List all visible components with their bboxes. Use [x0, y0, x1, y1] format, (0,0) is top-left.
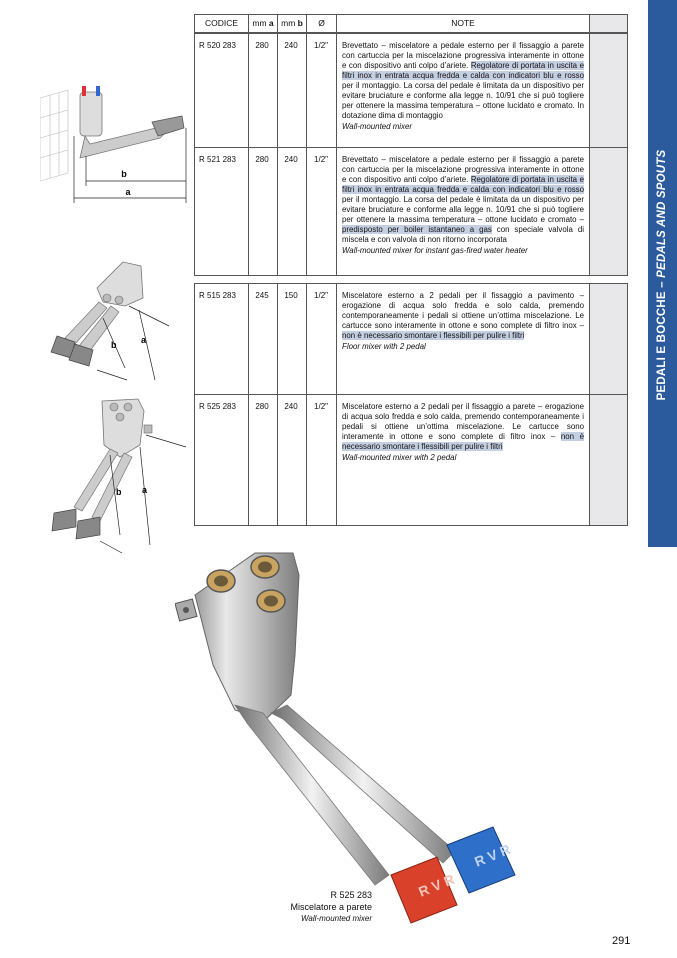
row-note: Brevettato – miscelatore a pedale esterno per il fissaggio a parete con cartuccia per la miscelazione progressiva interamente in ottone e con dispositivo anti colpo d’ariete. Regolatore di portata in uscita e filtri inox in entrata acqua fredda e calda con indicatori blu e rosso per il montaggio. La corsa del pedale è limitata da un dispositivo per evitare bruciature e conforme alla legge n. 10/91 che si può togliere per ottenere la massima temperatura – ottone lucidato e cromato. In dotazione dima di montaggio Wall-mounted mixer [342, 41, 584, 131]
mixer-body [102, 399, 144, 457]
table-block-wall [194, 33, 628, 276]
row-code: R 520 283 [199, 41, 236, 50]
row-mm-a: 280 [255, 402, 269, 411]
dim-a-label: a [125, 187, 131, 197]
dim-b-label: b [121, 169, 127, 179]
page-number: 291 [612, 935, 631, 947]
table-row [195, 147, 627, 277]
wall-mixer-diagram [40, 78, 190, 208]
caption-english: Wall-mounted mixer [301, 914, 372, 923]
row-mm-b: 240 [284, 41, 298, 50]
row-mm-a: 280 [255, 41, 269, 50]
pedal-left [52, 509, 76, 531]
pedal-plate [152, 116, 184, 136]
row-note: Miscelatore esterno a 2 pedali per il fissaggio a parete – erogazione di acqua solo fredda e solo calda, premendo contemporaneamente i pedali si ottiene un’ottima miscelazione. Le cartucce sono interamente in ottone e sono complete di filtro inox – non è necessario smontare i flessibili per pulire i filtri Wall-mounted mixer with 2 pedal [342, 402, 584, 462]
photo-caption [260, 889, 372, 925]
row-diameter: 1/2" [314, 402, 328, 411]
table-row [195, 34, 627, 147]
header-note: NOTE [337, 15, 590, 32]
mixer-body [80, 92, 102, 136]
table-row [195, 284, 627, 394]
table-header [194, 14, 628, 33]
row-diameter: 1/2" [314, 155, 328, 164]
caption-name: Miscelatore a parete [290, 902, 372, 912]
row-code: R 521 283 [199, 155, 236, 164]
svg-text:R V R: R V R [472, 840, 513, 870]
svg-text:R V R: R V R [416, 870, 457, 900]
row-code: R 525 283 [199, 402, 236, 411]
row-mm-a: 245 [255, 291, 269, 300]
dim-b-label: b [111, 340, 117, 350]
wall-2pedal-diagram [40, 395, 190, 560]
header-code: CODICE [195, 15, 249, 32]
header-diameter: Ø [307, 15, 337, 32]
row-diameter: 1/2" [314, 41, 328, 50]
floor-mixer-diagram [45, 258, 195, 388]
header-mm-b: mm b [278, 15, 307, 32]
row-mm-a: 280 [255, 155, 269, 164]
caption-code: R 525 283 [330, 890, 372, 900]
dim-a-label: a [141, 335, 147, 345]
row-note: Miscelatore esterno a 2 pedali per il fissaggio a pavimento – erogazione di acqua solo fredda e solo calda, premendo contemporaneamente i pedali si ottiene un’ottima miscelazione. Le cartucce sono interamente in ottone e sono complete di filtro inox – non è necessario smontare i flessibili per pulire i filtri Floor mixer with 2 pedal [342, 291, 584, 351]
row-note: Brevettato – miscelatore a pedale esterno per il fissaggio a parete con cartuccia per la miscelazione progressiva interamente in ottone e con dispositivo anti colpo d’ariete. Regolatore di portata in uscita e filtri inox in entrata acqua fredda e calda con indicatori blu e rosso per il montaggio. La corsa del pedale è limitata da un dispositivo per evitare bruciature e conforme alla legge n. 10/91 che si può togliere per ottenere la massima temperatura – ottone lucidato e cromato – predisposto per boiler istantaneo a gas con speciale valvola di miscela e con valvola di non ritorno incorporata Wall-mounted mixer for instant gas-fired water heater [342, 155, 584, 255]
row-mm-b: 240 [284, 155, 298, 164]
pedal-right [76, 517, 100, 539]
header-extra [590, 15, 627, 32]
header-mm-a: mm a [249, 15, 278, 32]
table-block-pedals [194, 283, 628, 526]
row-code: R 515 283 [199, 291, 236, 300]
dim-a-label: a [142, 485, 148, 495]
dim-b-label: b [116, 487, 122, 497]
row-mm-b: 150 [284, 291, 298, 300]
row-diameter: 1/2" [314, 291, 328, 300]
section-title: PEDALI E BOCCHE – PEDALS AND SPOUTS [656, 149, 668, 401]
table-row [195, 394, 627, 527]
row-mm-b: 240 [284, 402, 298, 411]
